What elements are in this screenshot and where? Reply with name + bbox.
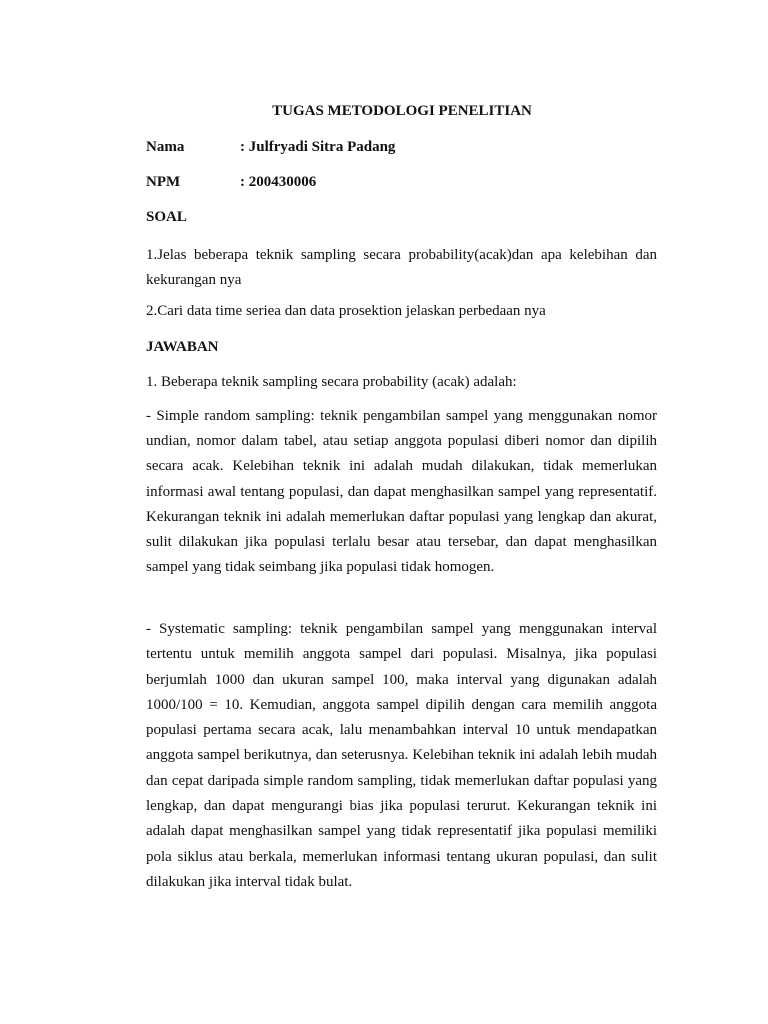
soal-heading: SOAL [146,209,187,225]
question-1: 1.Jelas beberapa teknik sampling secara probability(acak)dan apa kelebihan dan kekurangan nya [146,247,657,288]
document-title: TUGAS METODOLOGI PENELITIAN [272,103,532,119]
paragraph-simple-random-sampling: - Simple random sampling: teknik pengambilan sampel yang menggunakan nomor undian, nomor dalam tabel, atau setiap anggota populasi diberi nomor dan dipilih secara acak. Kelebihan teknik ini adalah mudah dilakukan, tidak memerlukan informasi awal tentang populasi, dan dapat menghasilkan sampel yang representatif. Kekurangan teknik ini adalah memerlukan daftar populasi yang lengkap dan akurat, sulit dilakukan jika populasi terlalu besar atau tersebar, dan dapat menghasilkan sampel yang tidak seimbang jika populasi tidak homogen. [146,408,657,576]
jawaban-heading: JAWABAN [146,339,219,355]
name-label: Nama [146,139,185,155]
paragraph-systematic-sampling: - Systematic sampling: teknik pengambilan sampel yang menggunakan interval tertentu untuk memilih anggota sampel dari populasi. Misalnya, jika populasi berjumlah 1000 dan ukuran sampel 100, maka interval yang digunakan adalah 1000/100 = 10. Kemudian, anggota sampel dipilih dengan cara memilih anggota populasi pertama secara acak, lalu menambahkan interval 10 untuk mendapatkan anggota sampel berikutnya, dan seterusnya. Kelebihan teknik ini adalah lebih mudah dan cepat daripada simple random sampling, tidak memerlukan daftar populasi yang lengkap, dan dapat mengurangi bias jika populasi terurut. Kekurangan teknik ini adalah dapat menghasilkan sampel yang tidak representatif jika populasi memiliki pola siklus atau berkala, memerlukan informasi tentang ukuran populasi, dan sulit dilakukan jika interval tidak bulat. [146,621,657,890]
answer-intro: 1. Beberapa teknik sampling secara probability (acak) adalah: [146,374,517,390]
npm-label: NPM [146,174,181,190]
question-2: 2.Cari data time seriea dan data prosektion jelaskan perbedaan nya [146,303,546,319]
name-value: : Julfryadi Sitra Padang [240,139,396,155]
npm-value: : 200430006 [240,174,317,190]
